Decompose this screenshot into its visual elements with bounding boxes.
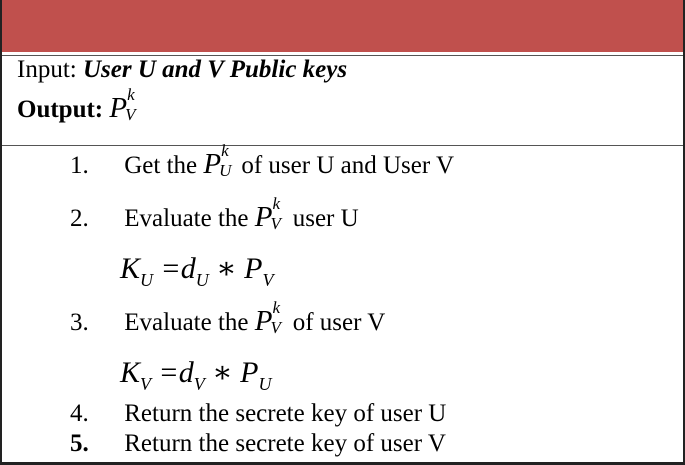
formula-operator: ∗ [212,356,233,389]
step-3 [70,298,386,338]
step-text: user U [292,205,359,232]
step-sub: V [270,318,281,337]
step-number: 2. [70,205,89,232]
step-text: Evaluate the [124,205,249,232]
input-label: Input: [17,56,77,83]
formula-lhs: K [120,252,141,285]
step-symbol: P [254,305,273,337]
formula-lhs: K [120,356,141,389]
formula-ku [120,251,273,291]
step-number: 4. [70,400,89,427]
step-sub: V [270,214,281,233]
formula-lhs-sub: U [140,270,154,290]
formula-equals: = [160,252,181,285]
step-number: 1. [70,152,89,179]
step-number: 3. [70,309,89,336]
output-sub: V [125,105,136,124]
formula-operator: ∗ [216,252,237,285]
step-2 [70,194,359,234]
step-1 [70,141,455,181]
step-text: Return the secrete key of user U [124,400,447,427]
step-sup: k [272,298,281,317]
output-sup: k [127,85,135,104]
input-value: User U and V Public keys [82,56,348,83]
step-sup: k [272,194,281,213]
formula-kv [120,355,271,395]
step-4 [70,400,446,428]
formula-lhs-sub: V [140,374,152,394]
formula-d: d [178,356,194,389]
formula-d: d [180,252,196,285]
formula-d-sub: V [193,374,205,394]
step-5 [70,430,446,458]
formula-d-sub: U [195,270,209,290]
output-line [17,85,141,125]
io-section [2,55,683,146]
step-symbol: P [203,148,222,180]
step-text: Return the secrete key of user V [124,430,446,457]
formula-equals: = [158,356,179,389]
step-symbol: P [254,201,273,233]
formula-p-sub: V [262,270,274,290]
step-number: 5. [70,430,89,457]
step-text: Evaluate the [124,309,249,336]
step-text: of user V [292,309,386,336]
output-label: Output: [17,96,104,123]
formula-p-sub: U [258,374,272,394]
input-line [17,56,347,84]
algorithm-header-bar [2,0,683,52]
formula-p: P [244,252,263,285]
step-text: Get the [124,152,198,179]
step-text: of user U and User V [241,152,455,179]
step-sup: k [221,141,229,160]
step-sub: U [219,161,232,180]
output-symbol: P [109,92,128,124]
formula-p: P [240,356,259,389]
